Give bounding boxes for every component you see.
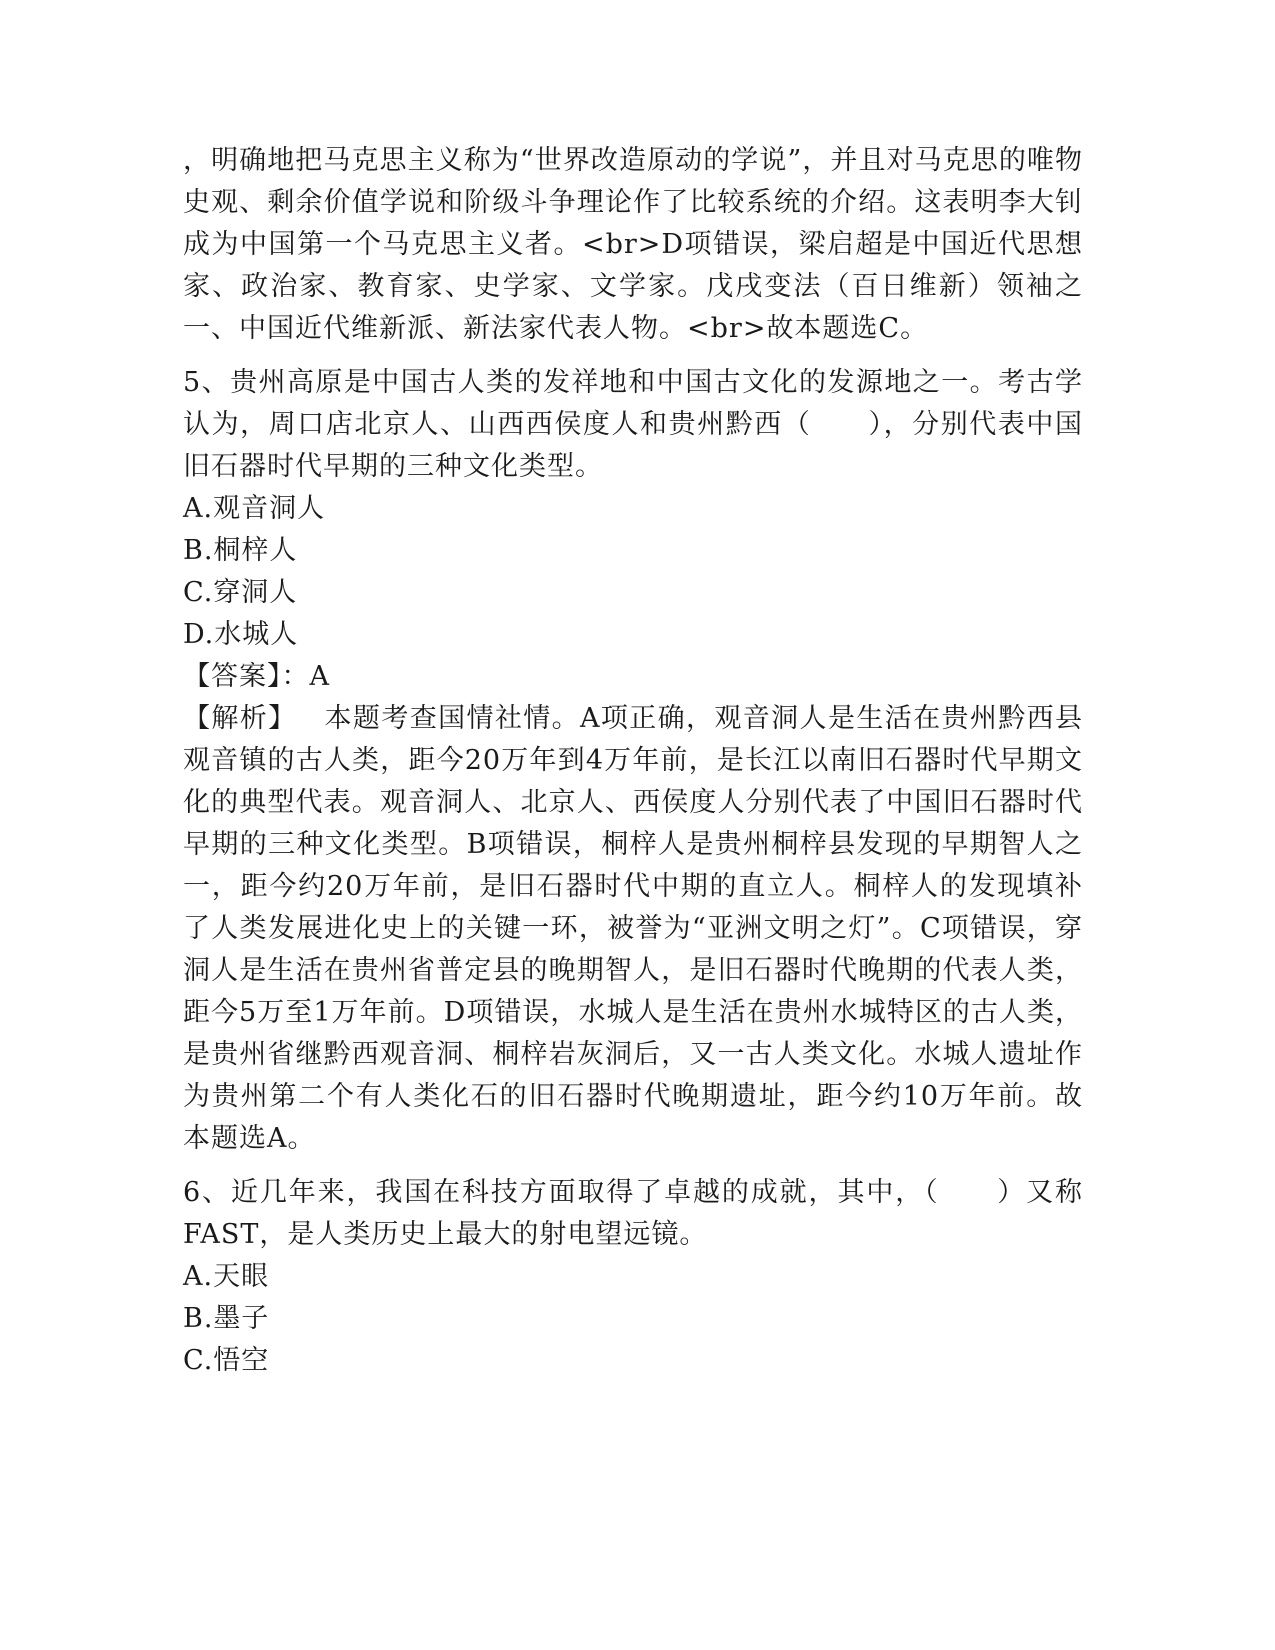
analysis-text: 本题考查国情社情。A项正确，观音洞人是生活在贵州黔西县观音镇的古人类，距今20万年到4万年前，是长江以南旧石器时代早期文化的典型代表。观音洞人、北京人、西侯度人分别代表了中国旧石器时代早期的三种文化类型。B项错误，桐梓人是贵州桐梓县发现的早期智人之一，距今约20万年前，是旧石器时代中期的直立人。桐梓人的发现填补了人类发展进化史上的关键一环，被誉为“亚洲文明之灯”。C项错误，穿洞人是生活在贵州省普定县的晚期智人，是旧石器时代晚期的代表人类，距今5万至1万年前。D项错误，水城人是生活在贵州水城特区的古人类，是贵州省继黔西观音洞、桐梓岩灰洞后，又一古人类文化。水城人遗址作为贵州第二个有人类化石的旧石器时代晚期遗址，距今约10万年前。故本题选A。 bbox=[183, 703, 1084, 1154]
question-5-stem: 5、贵州高原是中国古人类的发祥地和中国古文化的发源地之一。考古学认为，周口店北京人、山西西侯度人和贵州黔西（ ），分别代表中国旧石器时代早期的三种文化类型。 bbox=[183, 367, 1083, 482]
previous-explanation: ，明确地把马克思主义称为“世界改造原动的学说”，并且对马克思的唯物史观、剩余价值学说和阶级斗争理论作了比较系统的介绍。这表明李大钊成为中国第一个马克思主义者。<br>D项错误，梁启超是中国近代思想家、政治家、教育家、史学家、文学家。戊戌变法（百日维新）领袖之一、中国近代维新派、新法家代表人物。<br>故本题选C。 bbox=[183, 145, 1083, 344]
question-5-option-c: C.穿洞人 bbox=[183, 577, 298, 608]
question-6-option-c: C.悟空 bbox=[183, 1345, 270, 1376]
answer-value: A bbox=[309, 661, 330, 692]
question-6 bbox=[183, 1172, 1083, 1382]
question-5 bbox=[183, 362, 1083, 1160]
question-5-option-a: A.观音洞人 bbox=[183, 493, 326, 524]
question-5-analysis bbox=[183, 698, 1083, 1160]
question-6-option-a: A.天眼 bbox=[183, 1261, 270, 1292]
spacer bbox=[183, 350, 1083, 362]
question-5-option-b: B.桐梓人 bbox=[183, 535, 298, 566]
answer-label: 【答案】： bbox=[183, 661, 310, 692]
question-5-answer bbox=[183, 656, 1083, 698]
spacer bbox=[183, 1160, 1083, 1172]
analysis-label: 【解析】 bbox=[183, 703, 297, 734]
document-page bbox=[183, 140, 1083, 1382]
question-6-stem: 6、近几年来，我国在科技方面取得了卓越的成就，其中，（ ）又称FAST，是人类历史上最大的射电望远镜。 bbox=[183, 1177, 1083, 1250]
question-5-option-d: D.水城人 bbox=[183, 619, 299, 650]
question-6-option-b: B.墨子 bbox=[183, 1303, 270, 1334]
